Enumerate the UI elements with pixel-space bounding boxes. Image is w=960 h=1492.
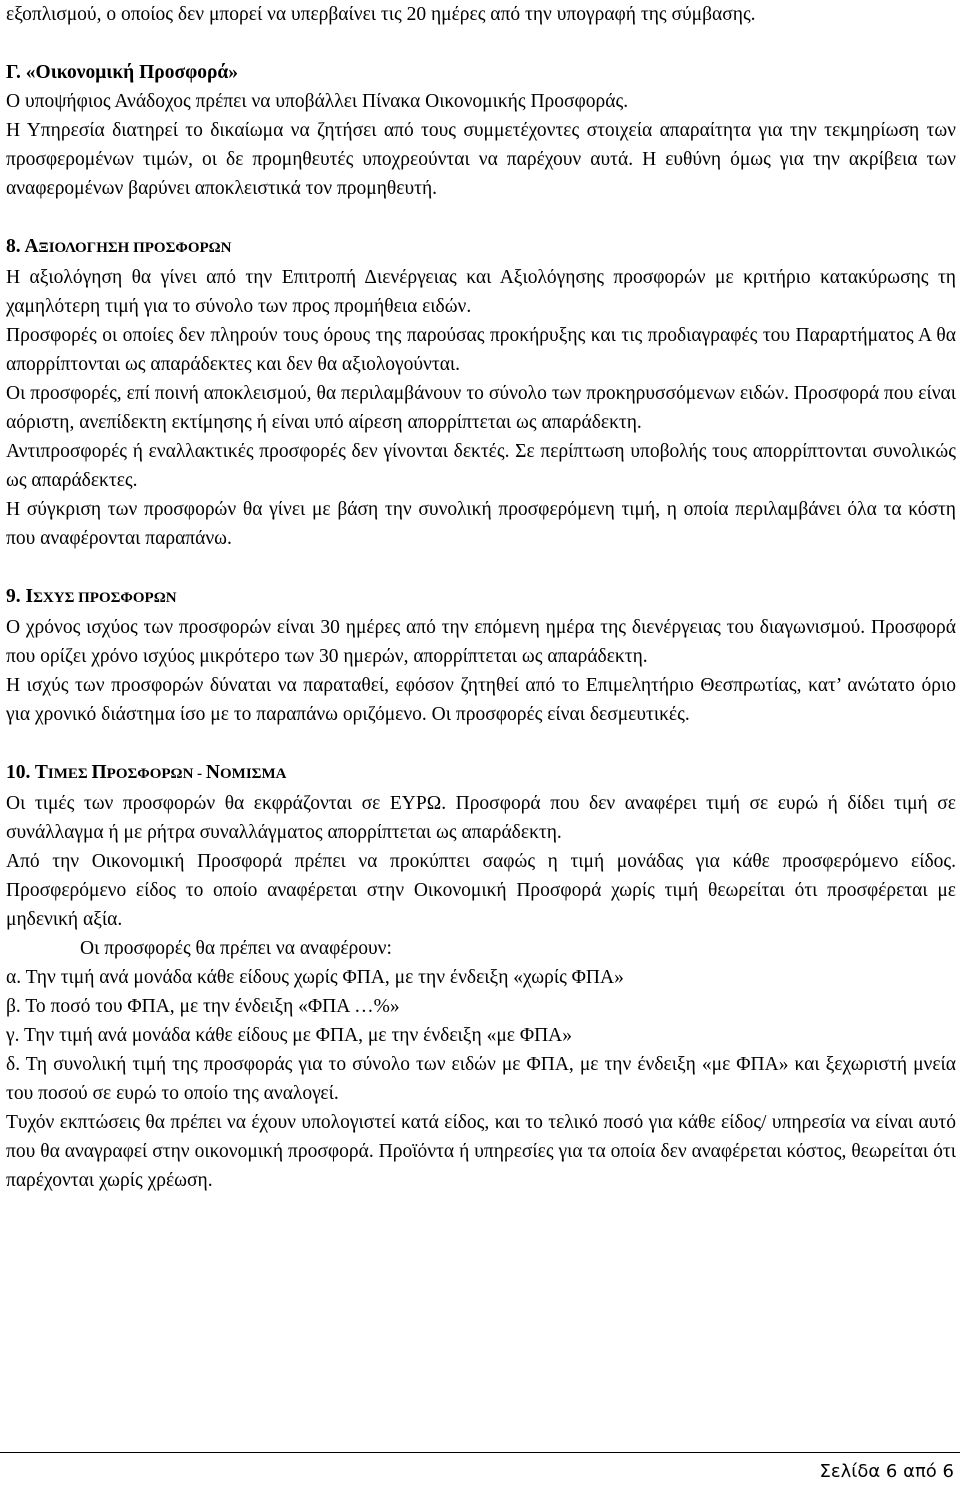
paragraph: Ο υποψήφιος Ανάδοχος πρέπει να υποβάλλει Πίνακα Οικονομικής Προσφοράς.: [6, 91, 629, 112]
paragraph: Η ισχύς των προσφορών δύναται να παραταθεί, εφόσον ζητηθεί από το Επιμελητήριο Θεσπρωτίας, κατ’ ανώτατο όριο για χρονικό διάστημα ίσο με το παραπάνω οριζόμενο. Οι προσφορές είναι δεσμευτικές.: [6, 675, 956, 725]
page-number: Σελίδα 6 από 6: [819, 1461, 954, 1482]
list-item: δ. Τη συνολική τιμή της προσφοράς για το σύνολο των ειδών με ΦΠΑ, με την ένδειξη «με ΦΠΑ» και ξεχωριστή μνεία του ποσού σε ευρώ το οποίο της αναλογεί.: [6, 1054, 956, 1104]
paragraph: Η Υπηρεσία διατηρεί το δικαίωμα να ζητήσει από τους συμμετέχοντες στοιχεία απαραίτητα για την τεκμηρίωση των προσφερομένων τιμών, οι δε προμηθευτές υποχρεούνται να παρέχουν αυτά. Η ευθύνη όμως για την ακρίβεια των αναφερομένων βαρύνει αποκλειστικά τον προμηθευτή.: [6, 120, 956, 199]
footer-divider: [0, 1452, 960, 1453]
paragraph: Ο χρόνος ισχύος των προσφορών είναι 30 ημέρες από την επόμενη ημέρα της διενέργειας του διαγωνισμού. Προσφορά που ορίζει χρόνο ισχύος μικρότερο των 30 ημερών, απορρίπτεται ως απαράδεκτη.: [6, 617, 956, 667]
document-body: [6, 0, 956, 1195]
list-item: β. Το ποσό του ΦΠΑ, με την ένδειξη «ΦΠΑ …%»: [6, 996, 400, 1017]
list-item: γ. Την τιμή ανά μονάδα κάθε είδους με ΦΠΑ, με την ένδειξη «με ΦΠΑ»: [6, 1025, 573, 1046]
list-item: α. Την τιμή ανά μονάδα κάθε είδους χωρίς ΦΠΑ, με την ένδειξη «χωρίς ΦΠΑ»: [6, 967, 624, 988]
paragraph: Η αξιολόγηση θα γίνει από την Επιτροπή Διενέργειας και Αξιολόγησης προσφορών με κριτήριο κατακύρωσης τη χαμηλότερη τιμή για το σύνολο των προς προμήθεια ειδών.: [6, 267, 956, 317]
section-heading-8: 8. ΑΞΙΟΛΟΓΗΣΗ ΠΡΟΣΦΟΡΩΝ: [6, 236, 232, 257]
section-heading-9: 9. ΙΣΧΥΣ ΠΡΟΣΦΟΡΩΝ: [6, 586, 177, 607]
paragraph: εξοπλισμού, ο οποίος δεν μπορεί να υπερβαίνει τις 20 ημέρες από την υπογραφή της σύμβασης.: [6, 4, 756, 25]
paragraph: Οι τιμές των προσφορών θα εκφράζονται σε ΕΥΡΩ. Προσφορά που δεν αναφέρει τιμή σε ευρώ ή δίδει τιμή σε συνάλλαγμα ή με ρήτρα συναλλάγματος απορρίπτεται ως απαράδεκτη.: [6, 793, 956, 843]
paragraph: Οι προσφορές θα πρέπει να αναφέρουν:: [80, 938, 392, 959]
paragraph: Προσφορές οι οποίες δεν πληρούν τους όρους της παρούσας προκήρυξης και τις προδιαγραφές του Παραρτήματος Α θα απορρίπτονται ως απαράδεκτες και δεν θα αξιολογούνται.: [6, 325, 956, 375]
paragraph: Τυχόν εκπτώσεις θα πρέπει να έχουν υπολογιστεί κατά είδος, και το τελικό ποσό για κάθε είδος/ υπηρεσία να είναι αυτό που θα αναγραφεί στην οικονομική προσφορά. Προϊόντα ή υπηρεσίες για τα οποία δεν αναφέρεται κόστος, θεωρείται ότι παρέχονται χωρίς χρέωση.: [6, 1112, 956, 1191]
section-heading-10: 10. ΤΙΜΕΣ ΠΡΟΣΦΟΡΩΝ - ΝΟΜΙΣΜΑ: [6, 762, 287, 783]
paragraph: Αντιπροσφορές ή εναλλακτικές προσφορές δεν γίνονται δεκτές. Σε περίπτωση υποβολής τους απορρίπτονται συνολικώς ως απαράδεκτες.: [6, 441, 956, 491]
paragraph: Από την Οικονομική Προσφορά πρέπει να προκύπτει σαφώς η τιμή μονάδας για κάθε προσφερόμενο είδος. Προσφερόμενο είδος το οποίο αναφέρεται στην Οικονομική Προσφορά χωρίς τιμή θεωρείται ότι προσφέρεται με μηδενική αξία.: [6, 851, 956, 930]
section-heading-financial-offer: Γ. «Οικονομική Προσφορά»: [6, 62, 239, 83]
paragraph: Οι προσφορές, επί ποινή αποκλεισμού, θα περιλαμβάνουν το σύνολο των προκηρυσσόμενων ειδών. Προσφορά που είναι αόριστη, ανεπίδεκτη εκτίμησης ή είναι υπό αίρεση απορρίπτεται ως απαράδεκτη.: [6, 383, 956, 433]
paragraph: Η σύγκριση των προσφορών θα γίνει με βάση την συνολική προσφερόμενη τιμή, η οποία περιλαμβάνει όλα τα κόστη που αναφέρονται παραπάνω.: [6, 499, 956, 549]
